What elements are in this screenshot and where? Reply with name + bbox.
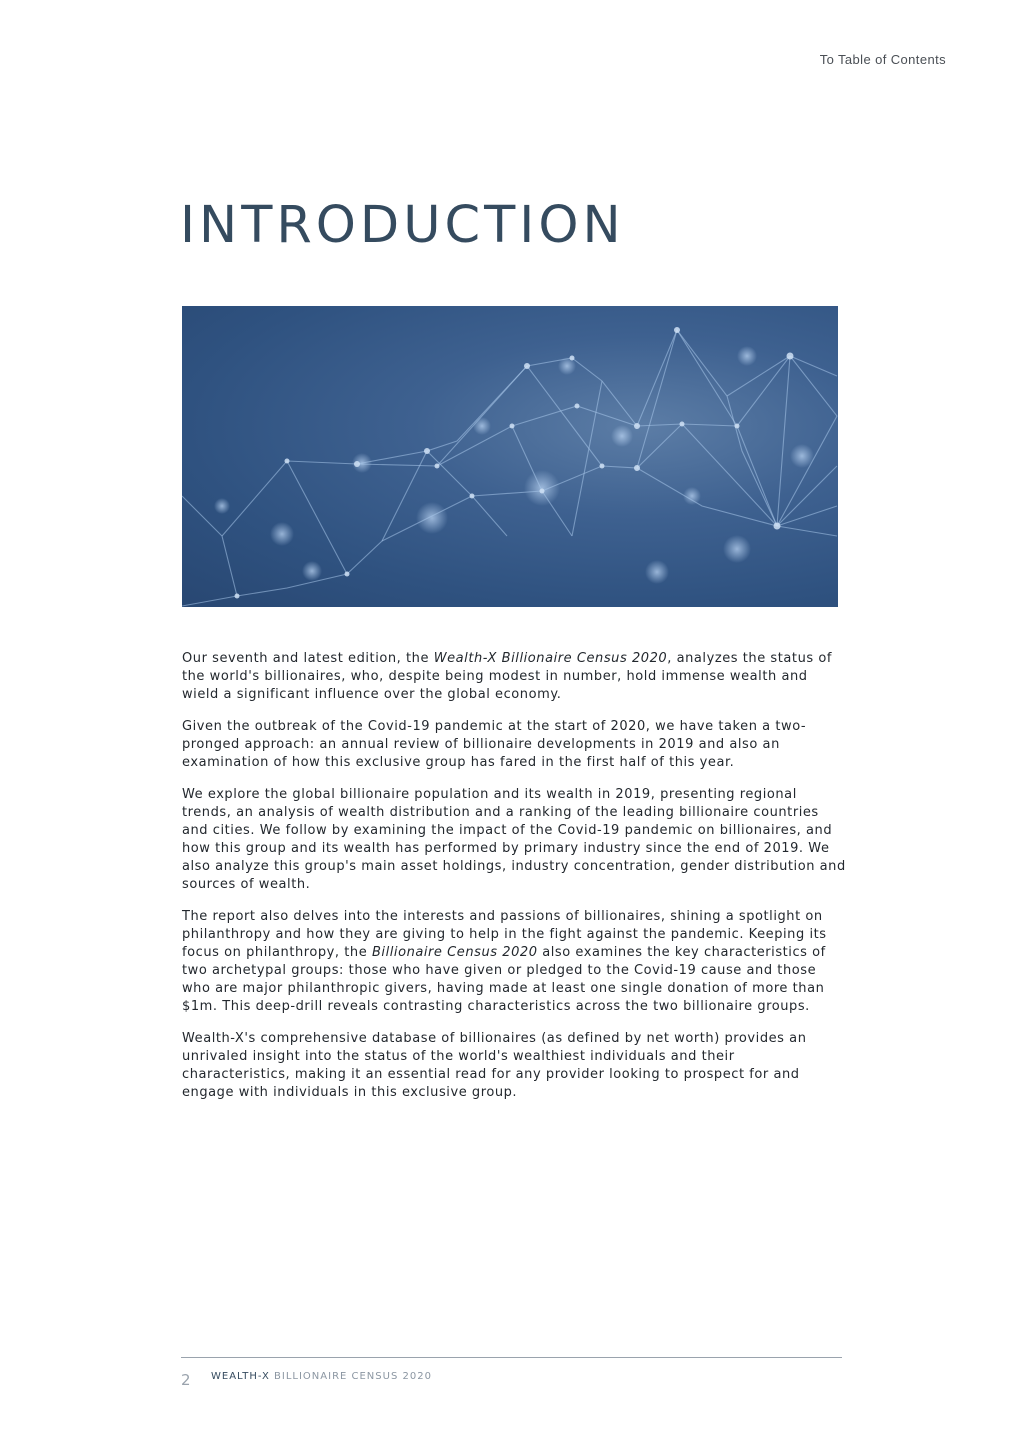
footer-divider bbox=[181, 1357, 842, 1358]
paragraph-4: The report also delves into the interests and passions of billionaires, shining a spotlight on philanthropy and how they are giving to help in the fight against the pandemic. Keeping its focus on philanthropy, the Billionaire Census 2020 also examines the key characteristics of two archetypal groups: those who have given or pledged to the Covid-19 cause and those who are major philanthropic givers, having made at least one single donation of more than $1m. This deep-drill reveals contrasting characteristics across the two billionaire groups. bbox=[182, 909, 827, 1014]
table-of-contents-link[interactable]: To Table of Contents bbox=[819, 52, 946, 67]
introduction-body bbox=[182, 650, 846, 1116]
paragraph-2: Given the outbreak of the Covid-19 pandemic at the start of 2020, we have taken a two-pronged approach: an annual review of billionaire developments in 2019 and also an examination of how this exclusive group has fared in the first half of this year. bbox=[182, 719, 807, 770]
page-title: INTRODUCTION bbox=[180, 196, 625, 255]
paragraph-5: Wealth-X's comprehensive database of billionaires (as defined by net worth) provides an unrivaled insight into the status of the world's wealthiest individuals and their characteristics, making it an essential read for any provider looking to prospect for and engage with individuals in this exclusive group. bbox=[182, 1031, 807, 1100]
hero-image bbox=[182, 306, 838, 607]
network-graph-image bbox=[182, 306, 838, 607]
footer-publication-title: WEALTH-X BILLIONAIRE CENSUS 2020 bbox=[211, 1371, 432, 1382]
paragraph-1: Our seventh and latest edition, the Wealth-X Billionaire Census 2020, analyzes the status of the world's billionaires, who, despite being modest in number, hold immense wealth and wield a significant influence over the global economy. bbox=[182, 651, 832, 702]
paragraph-3: We explore the global billionaire population and its wealth in 2019, presenting regional trends, an analysis of wealth distribution and a ranking of the leading billionaire countries and cities. We follow by examining the impact of the Covid-19 pandemic on billionaires, and how this group and its wealth has performed by primary industry since the end of 2019. We also analyze this group's main asset holdings, industry concentration, gender distribution and sources of wealth. bbox=[182, 787, 846, 892]
page-number: 2 bbox=[181, 1371, 191, 1389]
